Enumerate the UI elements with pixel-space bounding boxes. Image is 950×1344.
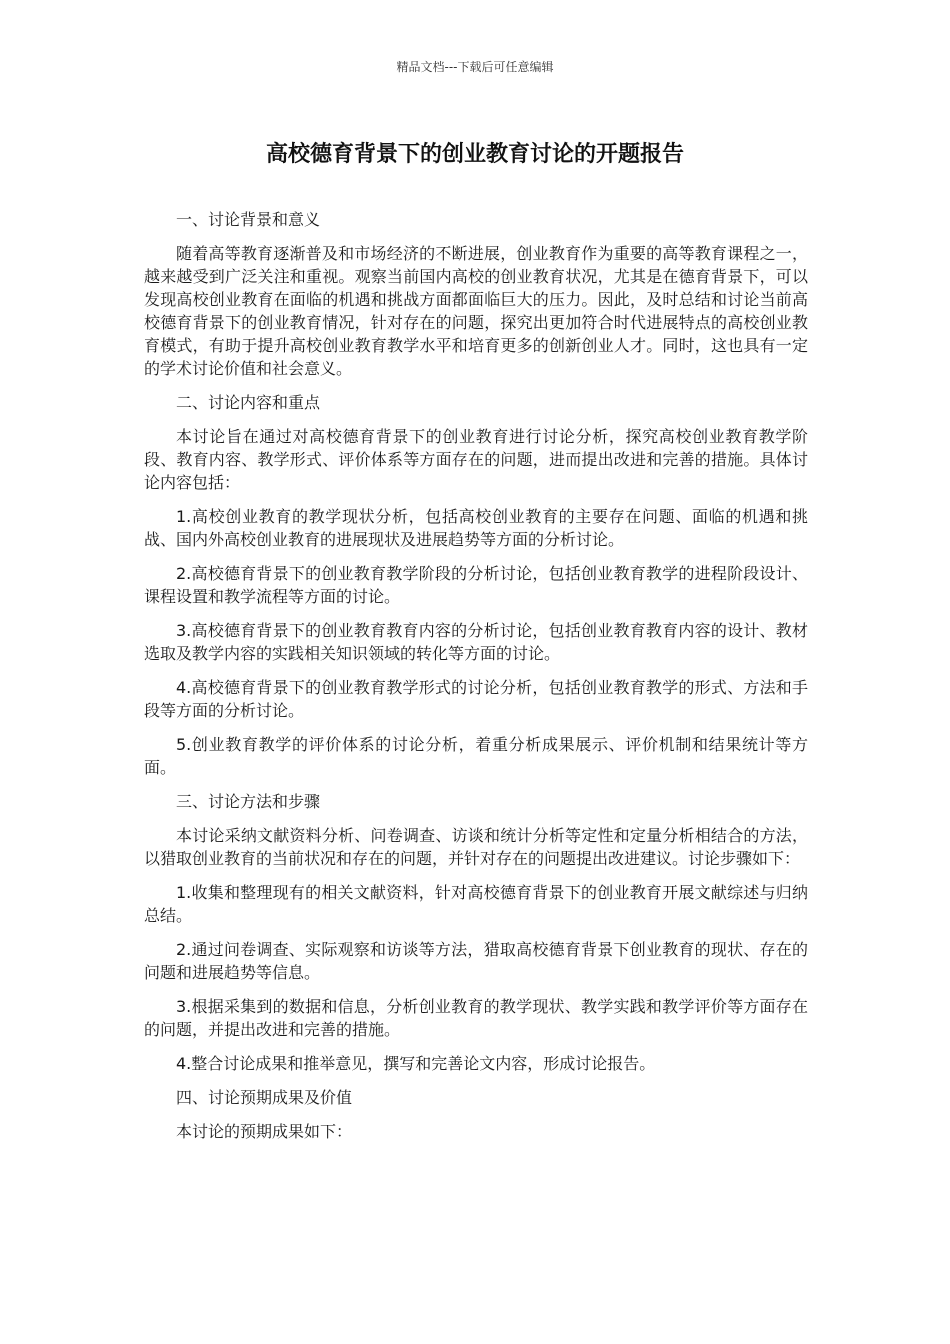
section-heading-outcomes: 四、讨论预期成果及价值	[176, 1088, 353, 1107]
list-item-content-5: 5.创业教育教学的评价体系的讨论分析，着重分析成果展示、评价机制和结果统计等方面。	[144, 735, 808, 777]
section-heading-background: 一、讨论背景和意义	[176, 210, 321, 229]
list-item-step-2: 2.通过问卷调查、实际观察和访谈等方法，猎取高校德育背景下创业教育的现状、存在的问题和进展趋势等信息。	[144, 940, 808, 982]
paragraph-content-intro: 本讨论旨在通过对高校德育背景下的创业教育进行讨论分析，探究高校创业教育教学阶段、教育内容、教学形式、评价体系等方面存在的问题，进而提出改进和完善的措施。具体讨论内容包括：	[144, 427, 808, 492]
list-item-step-3: 3.根据采集到的数据和信息，分析创业教育的教学现状、教学实践和教学评价等方面存在的问题，并提出改进和完善的措施。	[144, 997, 808, 1039]
list-item-content-4: 4.高校德育背景下的创业教育教学形式的讨论分析，包括创业教育教学的形式、方法和手段等方面的分析讨论。	[144, 678, 808, 720]
document-title: 高校德育背景下的创业教育讨论的开题报告	[265, 142, 684, 167]
paragraph-methods-intro: 本讨论采纳文献资料分析、问卷调查、访谈和统计分析等定性和定量分析相结合的方法，以猎取创业教育的当前状况和存在的问题，并针对存在的问题提出改进建议。讨论步骤如下：	[144, 826, 808, 868]
document-body	[144, 208, 808, 1154]
list-item-content-3: 3.高校德育背景下的创业教育教育内容的分析讨论，包括创业教育教育内容的设计、教材选取及教学内容的实践相关知识领域的转化等方面的讨论。	[144, 621, 808, 663]
list-item-content-1: 1.高校创业教育的教学现状分析，包括高校创业教育的主要存在问题、面临的机遇和挑战、国内外高校创业教育的进展现状及进展趋势等方面的分析讨论。	[144, 507, 808, 549]
list-item-content-2: 2.高校德育背景下的创业教育教学阶段的分析讨论，包括创业教育教学的进程阶段设计、课程设置和教学流程等方面的讨论。	[144, 564, 808, 606]
paragraph-background: 随着高等教育逐渐普及和市场经济的不断进展，创业教育作为重要的高等教育课程之一，越来越受到广泛关注和重视。观察当前国内高校的创业教育状况，尤其是在德育背景下，可以发现高校创业教育在面临的机遇和挑战方面都面临巨大的压力。因此，及时总结和讨论当前高校德育背景下的创业教育情况，针对存在的问题，探究出更加符合时代进展特点的高校创业教育模式，有助于提升高校创业教育教学水平和培育更多的创新创业人才。同时，这也具有一定的学术讨论价值和社会意义。	[144, 244, 808, 378]
list-item-step-1: 1.收集和整理现有的相关文献资料，针对高校德育背景下的创业教育开展文献综述与归纳总结。	[144, 883, 808, 925]
section-heading-content: 二、讨论内容和重点	[176, 393, 321, 412]
list-item-step-4: 4.整合讨论成果和推举意见，撰写和完善论文内容，形成讨论报告。	[176, 1054, 656, 1073]
paragraph-outcomes-intro: 本讨论的预期成果如下：	[176, 1122, 353, 1141]
header-note: 精品文档---下载后可任意编辑	[396, 60, 554, 74]
section-heading-methods: 三、讨论方法和步骤	[176, 792, 321, 811]
